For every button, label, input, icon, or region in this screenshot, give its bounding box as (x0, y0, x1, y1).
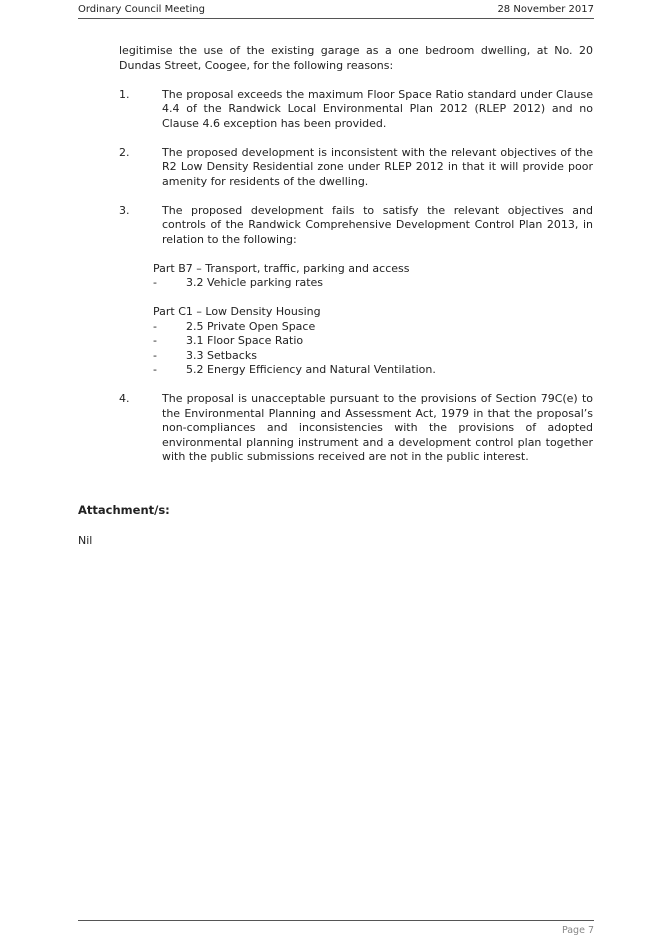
dcp-part-c1 (153, 305, 593, 378)
part-heading: Part C1 – Low Density Housing (153, 305, 321, 318)
reason-item (119, 392, 593, 465)
intro-paragraph: legitimise the use of the existing garage as a one bedroom dwelling, at No. 20 Dundas Street, Coogee, for the following reasons: (119, 44, 593, 72)
part-heading: Part B7 – Transport, traffic, parking and access (153, 261, 410, 275)
reason-number: 4. (119, 392, 130, 405)
reason-text: The proposal is unacceptable pursuant to the provisions of Section 79C(e) to the Environmental Planning and Assessment Act, 1979 in that the proposal’s non-compliances and inconsistencies with the provisions of adopted environmental planning instrument and a development control plan together with the public submissions received are not in the public interest. (162, 392, 593, 463)
page-header (78, 3, 594, 17)
part-bullet (153, 320, 593, 335)
reason-text: The proposed development fails to satisfy the relevant objectives and controls of the Randwick Comprehensive Development Control Plan 2013, in relation to the following: (162, 203, 593, 246)
bullet-marker: - (153, 319, 157, 333)
bullet-text: 3.2 Vehicle parking rates (186, 276, 324, 289)
reason-text: The proposal exceeds the maximum Floor Space Ratio standard under Clause 4.4 of the Randwick Local Environmental Plan 2012 (RLEP 2012) and no Clause 4.6 exception has been provided. (162, 87, 593, 130)
part-bullet (153, 276, 593, 291)
page-number: Page 7 (561, 925, 594, 936)
meeting-date: 28 November 2017 (497, 4, 594, 15)
attachments-value: Nil (78, 534, 93, 547)
part-bullet (153, 334, 593, 349)
dcp-part-b7 (153, 262, 593, 291)
reason-number: 2. (119, 145, 130, 159)
reason-number: 3. (119, 203, 130, 217)
reason-number: 1. (119, 87, 130, 101)
bullet-marker: - (153, 334, 157, 347)
resolution-body (119, 44, 593, 465)
part-bullet (153, 363, 593, 378)
bullet-text: 3.3 Setbacks (186, 348, 257, 362)
bullet-marker: - (153, 363, 157, 376)
attachments-heading: Attachment/s: (78, 503, 170, 517)
reason-text: The proposed development is inconsistent with the relevant objectives of the R2 Low Density Residential zone under RLEP 2012 in that it will provide poor amenity for residents of the dwelling. (162, 145, 593, 188)
reason-item (119, 88, 593, 132)
part-bullet (153, 349, 593, 364)
bullet-text: 3.1 Floor Space Ratio (186, 334, 304, 347)
reason-item (119, 146, 593, 190)
bullet-marker: - (153, 276, 157, 289)
bullet-marker: - (153, 348, 157, 362)
reason-item (119, 204, 593, 248)
bullet-text: 2.5 Private Open Space (186, 319, 316, 333)
meeting-title: Ordinary Council Meeting (78, 4, 205, 15)
header-divider (78, 18, 594, 19)
footer-divider (78, 920, 594, 921)
bullet-text: 5.2 Energy Efficiency and Natural Ventilation. (186, 363, 436, 376)
